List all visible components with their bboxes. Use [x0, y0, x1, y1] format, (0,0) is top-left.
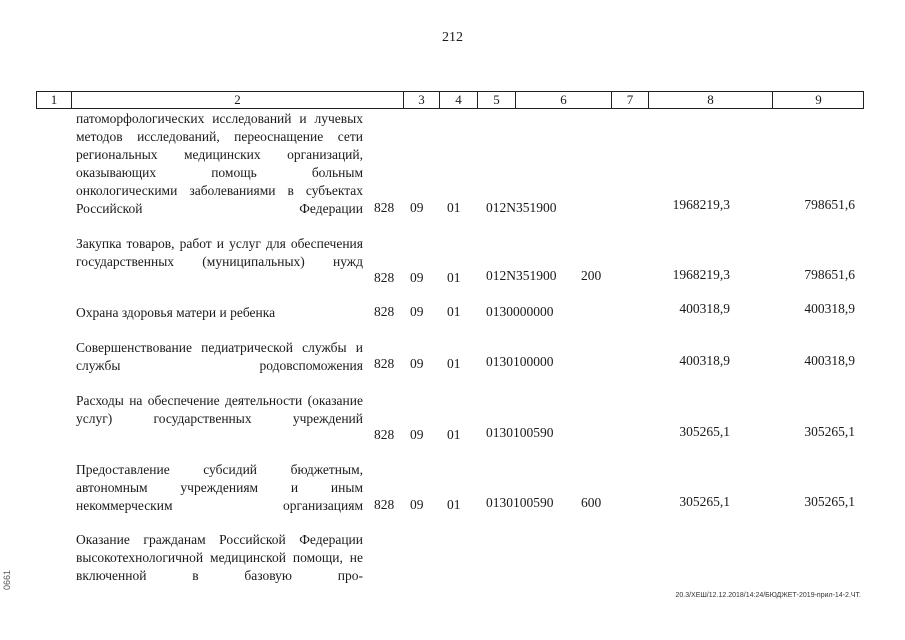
cell-amount-2019: 305265,1	[679, 494, 730, 509]
header-col-2: 2	[71, 92, 403, 108]
row-description: Охрана здоровья матери и ребенка	[76, 305, 276, 320]
cell-target-article: 0130000000	[486, 304, 554, 319]
table-header-row	[36, 91, 864, 109]
cell-target-article: 0130100590	[486, 425, 554, 440]
cell-expense-type: 200	[581, 268, 602, 283]
cell-subsection: 01	[447, 356, 461, 371]
header-col-9: 9	[772, 92, 864, 108]
cell-expense-type: 600	[581, 495, 602, 510]
row-description: Предоставление субсидий бюджетным, автономным учреждениям и иным некоммерческим организациям	[76, 462, 363, 513]
cell-subsection: 01	[447, 497, 461, 512]
row-description: Закупка товаров, работ и услуг для обеспечения государственных (муниципальных) нужд	[76, 236, 363, 269]
cell-amount-2020: 400318,9	[804, 353, 855, 368]
cell-amount-2020: 798651,6	[804, 267, 855, 282]
row-description: Расходы на обеспечение деятельности (оказание услуг) государственных учреждений	[76, 393, 363, 426]
cell-amount-2019: 400318,9	[679, 353, 730, 368]
cell-admin-code: 828	[374, 497, 395, 512]
header-col-6: 6	[515, 92, 611, 108]
cell-amount-2020: 305265,1	[804, 424, 855, 439]
cell-target-article: 012N351900	[486, 268, 557, 283]
cell-amount-2019: 305265,1	[679, 424, 730, 439]
cell-section: 09	[410, 270, 424, 285]
document-footer-code: 20.3/ХЕШ/12.12.2018/14:24/БЮДЖЕТ-2019-прил-14-2.ЧТ.	[675, 592, 861, 599]
cell-section: 09	[410, 497, 424, 512]
cell-amount-2020: 400318,9	[804, 301, 855, 316]
row-description: патоморфологических исследований и лучевых методов исследований, переоснащение сети региональных медицинских организаций, оказывающих помощь больным онкологическими заболеваниями в субъектах Российской Федерации	[76, 111, 363, 216]
header-col-1: 1	[50, 92, 58, 107]
row-description: Оказание гражданам Российской Федерации высокотехнологичной медицинской помощи, не включенной в базовую про-	[76, 532, 363, 583]
cell-target-article: 0130100000	[486, 354, 554, 369]
cell-amount-2019: 1968219,3	[672, 197, 730, 212]
cell-admin-code: 828	[374, 270, 395, 285]
cell-target-article: 012N351900	[486, 200, 557, 215]
cell-subsection: 01	[447, 200, 461, 215]
cell-target-article: 0130100590	[486, 495, 554, 510]
cell-amount-2019: 400318,9	[679, 301, 730, 316]
cell-subsection: 01	[447, 427, 461, 442]
cell-admin-code: 828	[374, 200, 395, 215]
cell-section: 09	[410, 200, 424, 215]
cell-section: 09	[410, 356, 424, 371]
cell-admin-code: 828	[374, 356, 395, 371]
cell-amount-2019: 1968219,3	[672, 267, 730, 282]
header-col-3: 3	[403, 92, 439, 108]
page-number: 212	[442, 30, 463, 45]
cell-section: 09	[410, 427, 424, 442]
cell-subsection: 01	[447, 270, 461, 285]
cell-amount-2020: 305265,1	[804, 494, 855, 509]
header-col-7: 7	[611, 92, 648, 108]
cell-subsection: 01	[447, 304, 461, 319]
header-col-5: 5	[477, 92, 515, 108]
cell-amount-2020: 798651,6	[804, 197, 855, 212]
header-col-4: 4	[439, 92, 477, 108]
margin-mark: 0661	[2, 569, 12, 590]
header-col-8: 8	[648, 92, 772, 108]
row-description: Совершенствование педиатрической службы и службы родовспоможения	[76, 340, 363, 373]
cell-section: 09	[410, 304, 424, 319]
cell-admin-code: 828	[374, 304, 395, 319]
cell-admin-code: 828	[374, 427, 395, 442]
